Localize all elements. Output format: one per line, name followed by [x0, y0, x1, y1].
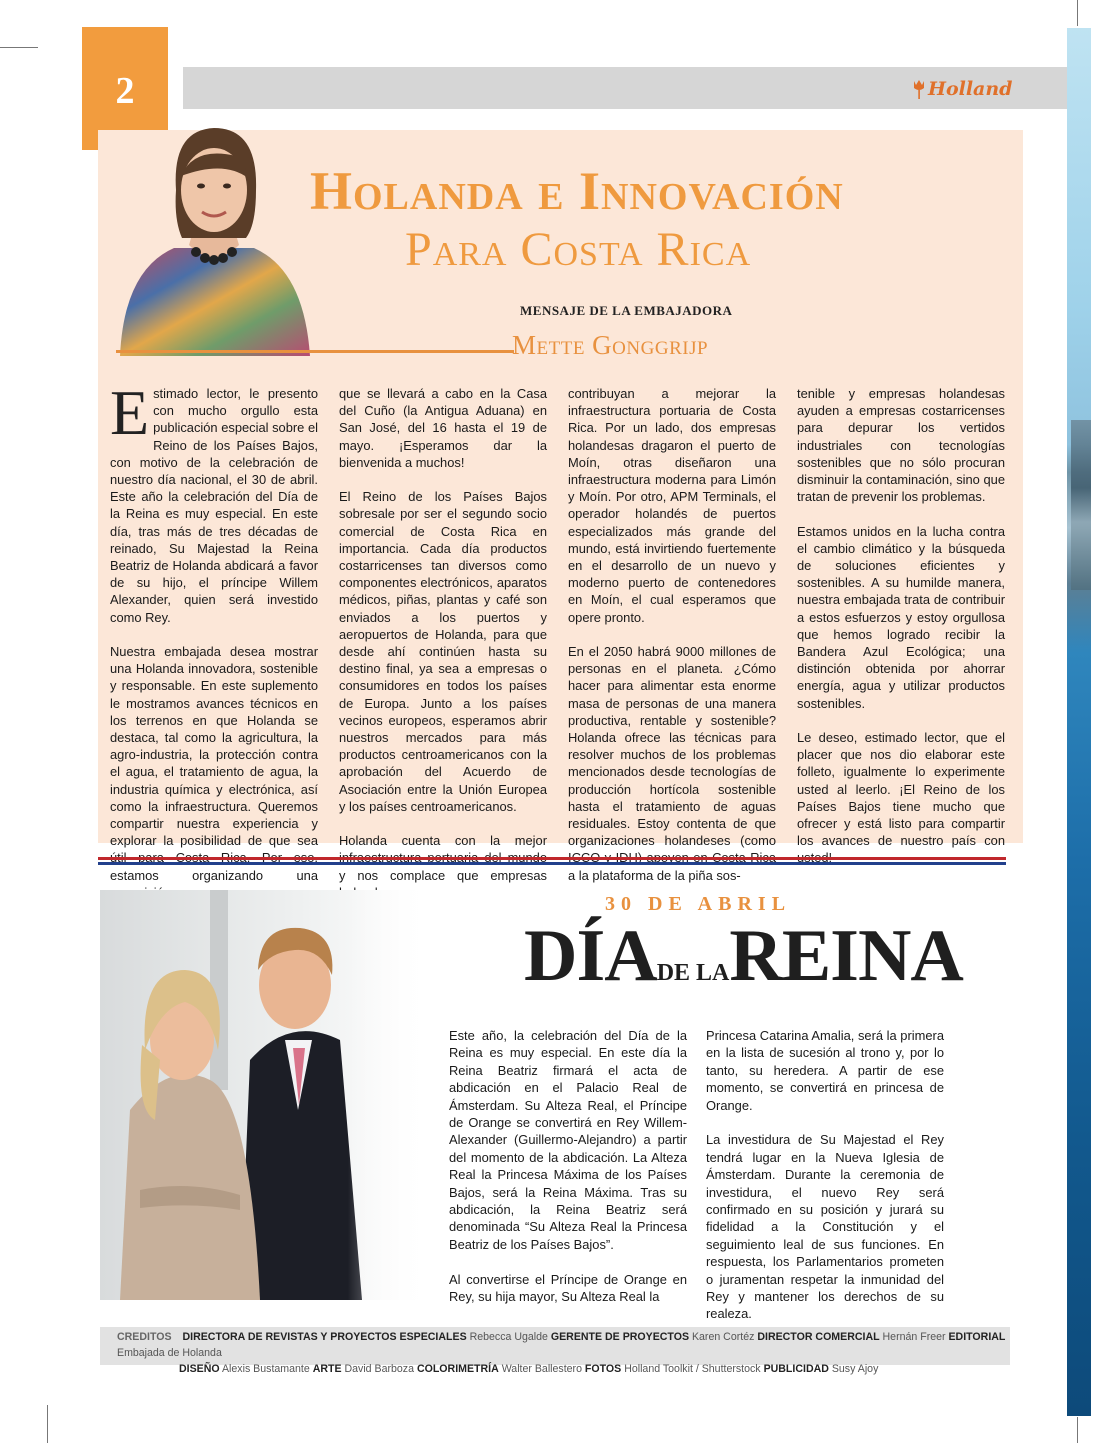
drop-cap: E [110, 377, 150, 448]
paragraph: Holanda cuenta con la mejor y nos complace que empresas [339, 833, 547, 883]
sea-photo-strip [1067, 28, 1091, 1416]
paragraph: contribuyan a mejorar la infraestructura portuaria de Costa Rica. Por un lado, dos empresas holandesas dragaron el puerto de Moín, otras diseñaron una infraestructura moderna para Limón y Moín. Por otro, APM Terminals, el operador holandés de puertos especializados más grande del mundo, está invirtiendo fuertemente en el desarrollo de un nuevo y moderno puerto de contenedores en Moín, el cual esperamos que opere pronto. [568, 386, 776, 625]
flag-rule-red [98, 857, 1006, 860]
flag-rule-blue [98, 862, 1006, 865]
tulip-icon [912, 79, 926, 99]
crop-mark [47, 1405, 48, 1443]
crop-mark [1077, 1417, 1078, 1443]
feature-title-reina: REINA [729, 915, 963, 997]
credits-label: CREDITOS [117, 1331, 172, 1343]
paragraph: Estimado lector, le presento con mucho orgullo esta publicación especial sobre el Reino de los Países Bajos, con motivo de la celebración de nuestro día nacional, el 30 de abril. Este año la celebración del Día de la Reina es muy especial. En este día, tras más de tres décadas de reinado, Su Majestad la Reina Beatriz de Holanda abdicará a favor de su hijo, el príncipe Willem Alexander, quien será investido como Rey. [110, 377, 318, 625]
credits-row: DISEÑO Alexis Bustamante ARTE David Barboza COLORIMETRÍA Walter Ballestero FOTOS Holland Toolkit / Shutterstock PUBLICIDAD Susy Ajoy [179, 1363, 879, 1375]
feature-kicker: 30 DE ABRIL [605, 893, 792, 915]
paragraph: que se llevará a cabo en la Casa del Cuño (la Antigua Aduana) en San José, del 16 hasta el 19 de mayo. ¡Esperamos dar la bienvenida a muchos! [339, 386, 547, 470]
royal-couple-photo [100, 890, 430, 1300]
crop-mark [0, 47, 38, 48]
holland-logo-text: Holland [928, 78, 1013, 100]
article-author: Mette Gonggrijp [512, 330, 709, 360]
page-number: 2 [115, 70, 135, 112]
article-column-4 [797, 385, 1005, 884]
paragraph: Le deseo, estimado lector, que el placer que nos dio elaborar este folleto, igualmente lo experimente usted al leerlo. ¡El Reino de los Países Bajos tiene mucho que ofrecer y está listo para compartir los avances de nuestro país con [797, 730, 1005, 849]
ship-photo-fragment [1071, 420, 1091, 590]
credits-box [100, 1327, 1010, 1375]
article-column-3 [568, 385, 776, 901]
article-label: MENSAJE DE LA EMBAJADORA [520, 303, 733, 318]
paragraph: Nuestra embajada desea mostrar una Holanda innovadora, sostenible y responsable. En este suplemento le mostramos avances técnicos en los terrenos en que Holanda se destaca, tal como la agricultura, la agro-industria, la protección contra el agua, el tratamiento de agua, la industria química y electrónica, así como la infraestructura. Queremos compartir nuestra experiencia y explorar la posibilidad de que sea estamos organizando una [110, 644, 318, 883]
paragraph: El Reino de los Países Bajos sobresale por ser el segundo socio comercial de Costa Rica en importancia. Cada día productos costarricenses tan diversos como componentes electrónicos, aparatos médicos, piñas, plantas y café son enviados a los puertos y aeropuertos de Holanda, para que desde ahí continúen hasta su destino final, ya sea a empresas o consumidores en todos los países de Europa. Junto a los países vecinos europeos, esperamos abrir nuestros mercados para más productos centroamericanos con la aprobación del Acuerdo de Asociación entre la Unión Europea y los países centroamericanos. [339, 489, 547, 814]
article-column-2 [339, 385, 547, 918]
paragraph: tenible y empresas holandesas ayuden a empresas costarricenses para depurar los vertidos industriales con tecnologías sostenibles que no sólo procuran disminuir la contaminación, sino que tratan de prevenir los problemas. [797, 386, 1005, 505]
feature-title-dela: DE LA [656, 960, 730, 986]
paragraph: Al convertirse el Príncipe de Orange en Rey, su hija mayor, Su Alteza Real la [449, 1271, 687, 1305]
holland-logo [912, 74, 1012, 104]
paragraph: En el 2050 habrá 9000 millones de personas en el planeta. ¿Cómo hacer para alimentar esta enorme masa de personas de una manera productiva, rentable y sostenible? Holanda ofrece las técnicas para resolver muchos de los problemas mencionados desde tecnologías de producción hortícola sostenible hasta el tratamiento de aguas residuales. Estoy contenta de que organizaciones holandeses (como a la plataforma de la piña sos- [568, 644, 776, 883]
article-column-1 [110, 377, 318, 918]
crop-mark [1077, 0, 1078, 26]
paragraph: Este año, la celebración del Día de la Reina es muy especial. En este día la Reina Beatriz firmará el acta de abdicación en el Palacio Real de Ámsterdam. Su Alteza Real, el Príncipe de Orange se convertirá en Rey Willem-Alexander (Guillermo-Alejandro) a partir del momento de la abdicación. La Alteza Real la Princesa Máxima de los Países Bajos, será la Reina Máxima. Tras su abdicación, la Reina Beatriz será denominada “Su Alteza Real la Princesa Beatriz de los Países Bajos”. [449, 1028, 687, 1252]
ambassador-portrait [114, 120, 314, 356]
paragraph: La investidura de Su Majestad el Rey tendrá lugar en la Nueva Iglesia de Ámsterdam. Durante la ceremonia de investidura, el nuevo Rey será confirmado en su posición y jurará su fidelidad a la Constitución y el seguimiento leal de sus funciones. En respuesta, los Parlamentarios prometen o juramentan respetar la inmunidad del Rey y mantener los derechos de su realeza. [706, 1132, 944, 1322]
feature-column-2 [706, 1027, 944, 1340]
feature-title-dia: DÍA [524, 915, 657, 997]
feature-title [524, 914, 963, 997]
feature-column-1 [449, 1027, 687, 1323]
credits-row: CREDITOS DIRECTORA DE REVISTAS Y PROYECTOS ESPECIALES Rebecca Ugalde GERENTE DE PROYECTOS Karen Cortéz DIRECTOR COMERCIAL Hernán Freer EDITORIAL Embajada de Holanda [117, 1331, 1006, 1359]
article-title-line1: Holanda e Innovación [310, 161, 844, 221]
paragraph: Estamos unidos en la lucha contra el cambio climático y la búsqueda de soluciones eficientes y sostenibles. A su humilde manera, nuestra embajada trata de contribuir a estos esfuerzos y estoy orgullosa que hemos logrado recibir la Bandera Azul Ecológica; una distinción obtenida por ahorrar energía, agua y utilizar productos sostenibles. [797, 523, 1005, 711]
article-title-line2: Para Costa Rica [405, 223, 752, 276]
author-rule [116, 350, 514, 353]
paragraph: Princesa Catarina Amalia, será la primera en la lista de sucesión al trono y, por lo tanto, su heredera. A partir de ese momento, se convertirá en princesa de Orange. [706, 1028, 944, 1113]
